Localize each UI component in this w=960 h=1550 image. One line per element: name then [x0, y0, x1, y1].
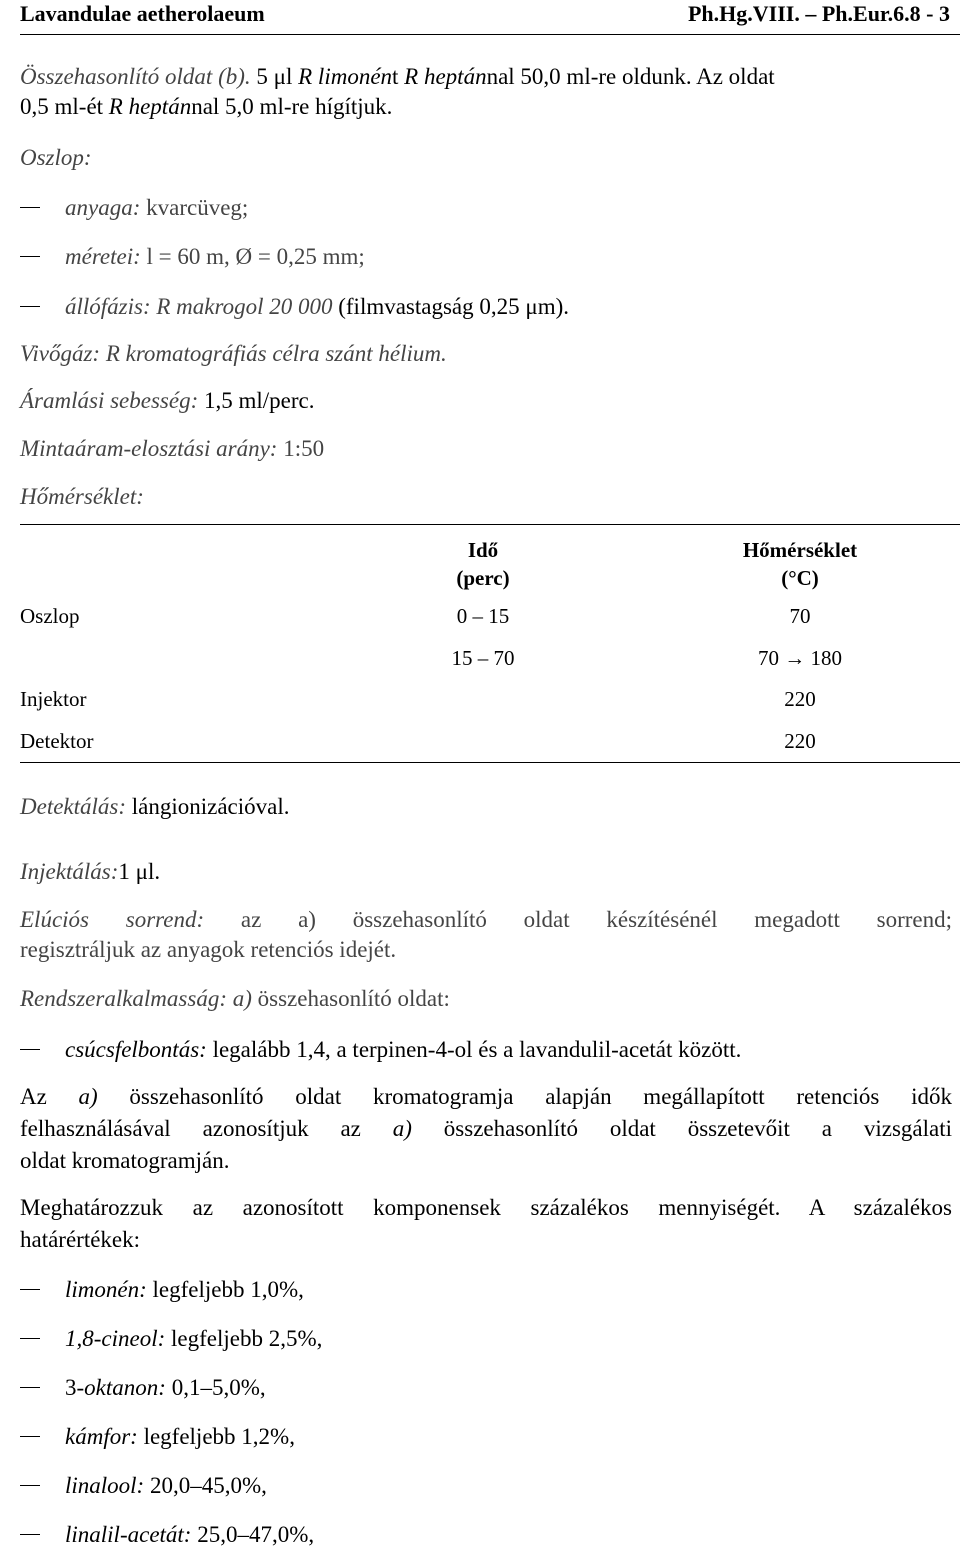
item-label: méretei: — [65, 244, 141, 269]
suitability-label: Rendszeralkalmasság: a) — [20, 986, 252, 1011]
text-fragment: t — [392, 64, 405, 89]
dash-bullet — [20, 1338, 40, 1339]
elution-order-paragraph — [20, 905, 952, 965]
temperature-program-table — [0, 520, 960, 764]
elution-text: regisztráljuk az anyagok retenciós idejét. — [20, 937, 397, 962]
detection-value: lángionizációval. — [126, 794, 290, 819]
dash-bullet — [20, 256, 40, 257]
item-value: (filmvastagság 0,25 μm). — [332, 294, 570, 319]
header-title: Lavandulae aetherolaeum — [20, 1, 265, 26]
limit-value: legfeljebb 2,5%, — [165, 1326, 323, 1351]
row-temperature: 70 — [789, 604, 811, 628]
limit-label: kámfor: — [65, 1424, 138, 1449]
dash-bullet — [20, 1534, 40, 1535]
text-fragment: 0,5 ml-ét — [20, 94, 109, 119]
text-fragment: oldat kromatogramján. — [20, 1148, 230, 1173]
item-reagent: R makrogol 20 000 — [150, 294, 333, 319]
limit-label: linalool: — [65, 1473, 145, 1498]
temperature-label: Hőmérséklet: — [20, 484, 144, 509]
page-header — [20, 0, 950, 32]
text-fragment: nal 50,0 ml-re oldunk. Az oldat — [486, 64, 775, 89]
temperature-heading — [20, 482, 952, 512]
carrier-gas-line — [20, 339, 952, 369]
row-label-column: Oszlop — [20, 604, 80, 628]
item-value: kvarcüveg; — [140, 195, 249, 220]
header-temperature-label: Hőmérséklet — [742, 538, 858, 562]
header-time-label: Idő — [467, 538, 499, 562]
reagent-name: R limonén — [298, 64, 393, 89]
dash-bullet — [20, 1436, 40, 1437]
detection-label: Detektálás: — [20, 794, 127, 819]
reference-solution-b-paragraph — [20, 62, 952, 122]
split-ratio-label: Mintaáram-elosztási arány: — [20, 436, 278, 461]
injection-label: Injektálás: — [20, 859, 119, 884]
limit-label: linalil-acetát: — [65, 1522, 192, 1547]
elution-text: az a) összehasonlító oldat készítésénél megadott sorrend; — [204, 907, 952, 932]
quantification-paragraph — [20, 1193, 952, 1255]
injection-line — [20, 857, 952, 887]
dash-bullet — [20, 1049, 40, 1050]
text-fragment: összehasonlító oldat kromatogramja alapján megállapított retenciós idők — [97, 1084, 952, 1109]
text-fragment: nal 5,0 ml-re hígítjuk. — [191, 94, 393, 119]
detection-line — [20, 792, 952, 822]
limit-value: 20,0–45,0%, — [144, 1473, 267, 1498]
system-suitability-line — [20, 984, 952, 1014]
item-label: csúcsfelbontás: — [65, 1037, 207, 1062]
suitability-value: összehasonlító oldat: — [251, 986, 450, 1011]
text-fragment: felhasználásával azonosítjuk az — [20, 1116, 393, 1141]
limit-value: legfeljebb 1,2%, — [137, 1424, 295, 1449]
header-time-unit: (perc) — [456, 566, 510, 590]
row-label-injector: Injektor — [20, 687, 87, 711]
limit-value: 25,0–47,0%, — [191, 1522, 315, 1547]
header-time — [423, 536, 543, 592]
flow-rate-line — [20, 386, 952, 416]
text-fragment: 5 μl — [250, 64, 299, 89]
limit-value: 0,1–5,0%, — [165, 1375, 266, 1400]
text-fragment: a) — [78, 1084, 98, 1109]
header-reference: Ph.Hg.VIII. – Ph.Eur.6.8 - 3 — [687, 1, 950, 26]
split-ratio-value: 1:50 — [277, 436, 325, 461]
text-fragment: határértékek: — [20, 1227, 141, 1252]
item-value: l = 60 m, Ø = 0,25 mm; — [140, 244, 365, 269]
column-heading — [20, 143, 952, 173]
row-temperature: 220 — [784, 687, 816, 711]
text-fragment: Az — [20, 1084, 79, 1109]
column-title: Oszlop: — [20, 145, 92, 170]
elution-label: Elúciós sorrend: — [20, 907, 205, 932]
row-time: 15 – 70 — [451, 646, 515, 670]
row-time: 0 – 15 — [456, 604, 510, 628]
table-top-rule — [20, 524, 960, 525]
item-value: legalább 1,4, a terpinen-4-ol és a lavandulil-acetát között. — [206, 1037, 742, 1062]
row-label-detector: Detektor — [20, 729, 94, 753]
text-fragment: összehasonlító oldat összetevőit a vizsgálati — [411, 1116, 952, 1141]
reagent-name: R heptán — [108, 94, 192, 119]
flow-rate-value: 1,5 ml/perc. — [198, 388, 315, 413]
reference-solution-label: Összehasonlító oldat (b). — [20, 64, 251, 89]
dash-bullet — [20, 306, 40, 307]
dash-bullet — [20, 207, 40, 208]
header-temperature-unit: (°C) — [781, 566, 819, 590]
limit-label: limonén: — [65, 1277, 147, 1302]
limit-value: legfeljebb 1,0%, — [146, 1277, 304, 1302]
identification-paragraph — [20, 1082, 952, 1176]
injection-value: 1 μl. — [118, 859, 161, 884]
limit-label: oktanon: — [84, 1375, 166, 1400]
split-ratio-line — [20, 434, 952, 464]
limit-prefix: 3- — [65, 1375, 85, 1400]
header-rule — [20, 34, 960, 35]
limit-label: 1,8-cineol: — [65, 1326, 166, 1351]
table-bottom-rule — [20, 762, 960, 763]
dash-bullet — [20, 1485, 40, 1486]
item-label: anyaga: — [65, 195, 141, 220]
row-temperature: 70 → 180 — [758, 646, 842, 670]
text-fragment: Meghatározzuk az azonosított komponensek százalékos mennyiségét. A százalékos — [20, 1195, 952, 1220]
item-label: állófázis: — [65, 294, 151, 319]
row-temperature: 220 — [784, 729, 816, 753]
flow-rate-label: Áramlási sebesség: — [20, 388, 199, 413]
reagent-name: R heptán — [404, 64, 487, 89]
dash-bullet — [20, 1289, 40, 1290]
carrier-gas-label: Vivőgáz: — [20, 341, 101, 366]
text-fragment: a) — [392, 1116, 412, 1141]
dash-bullet — [20, 1387, 40, 1388]
header-temperature — [720, 536, 880, 592]
carrier-gas-value: R kromatográfiás célra szánt hélium. — [100, 341, 447, 366]
